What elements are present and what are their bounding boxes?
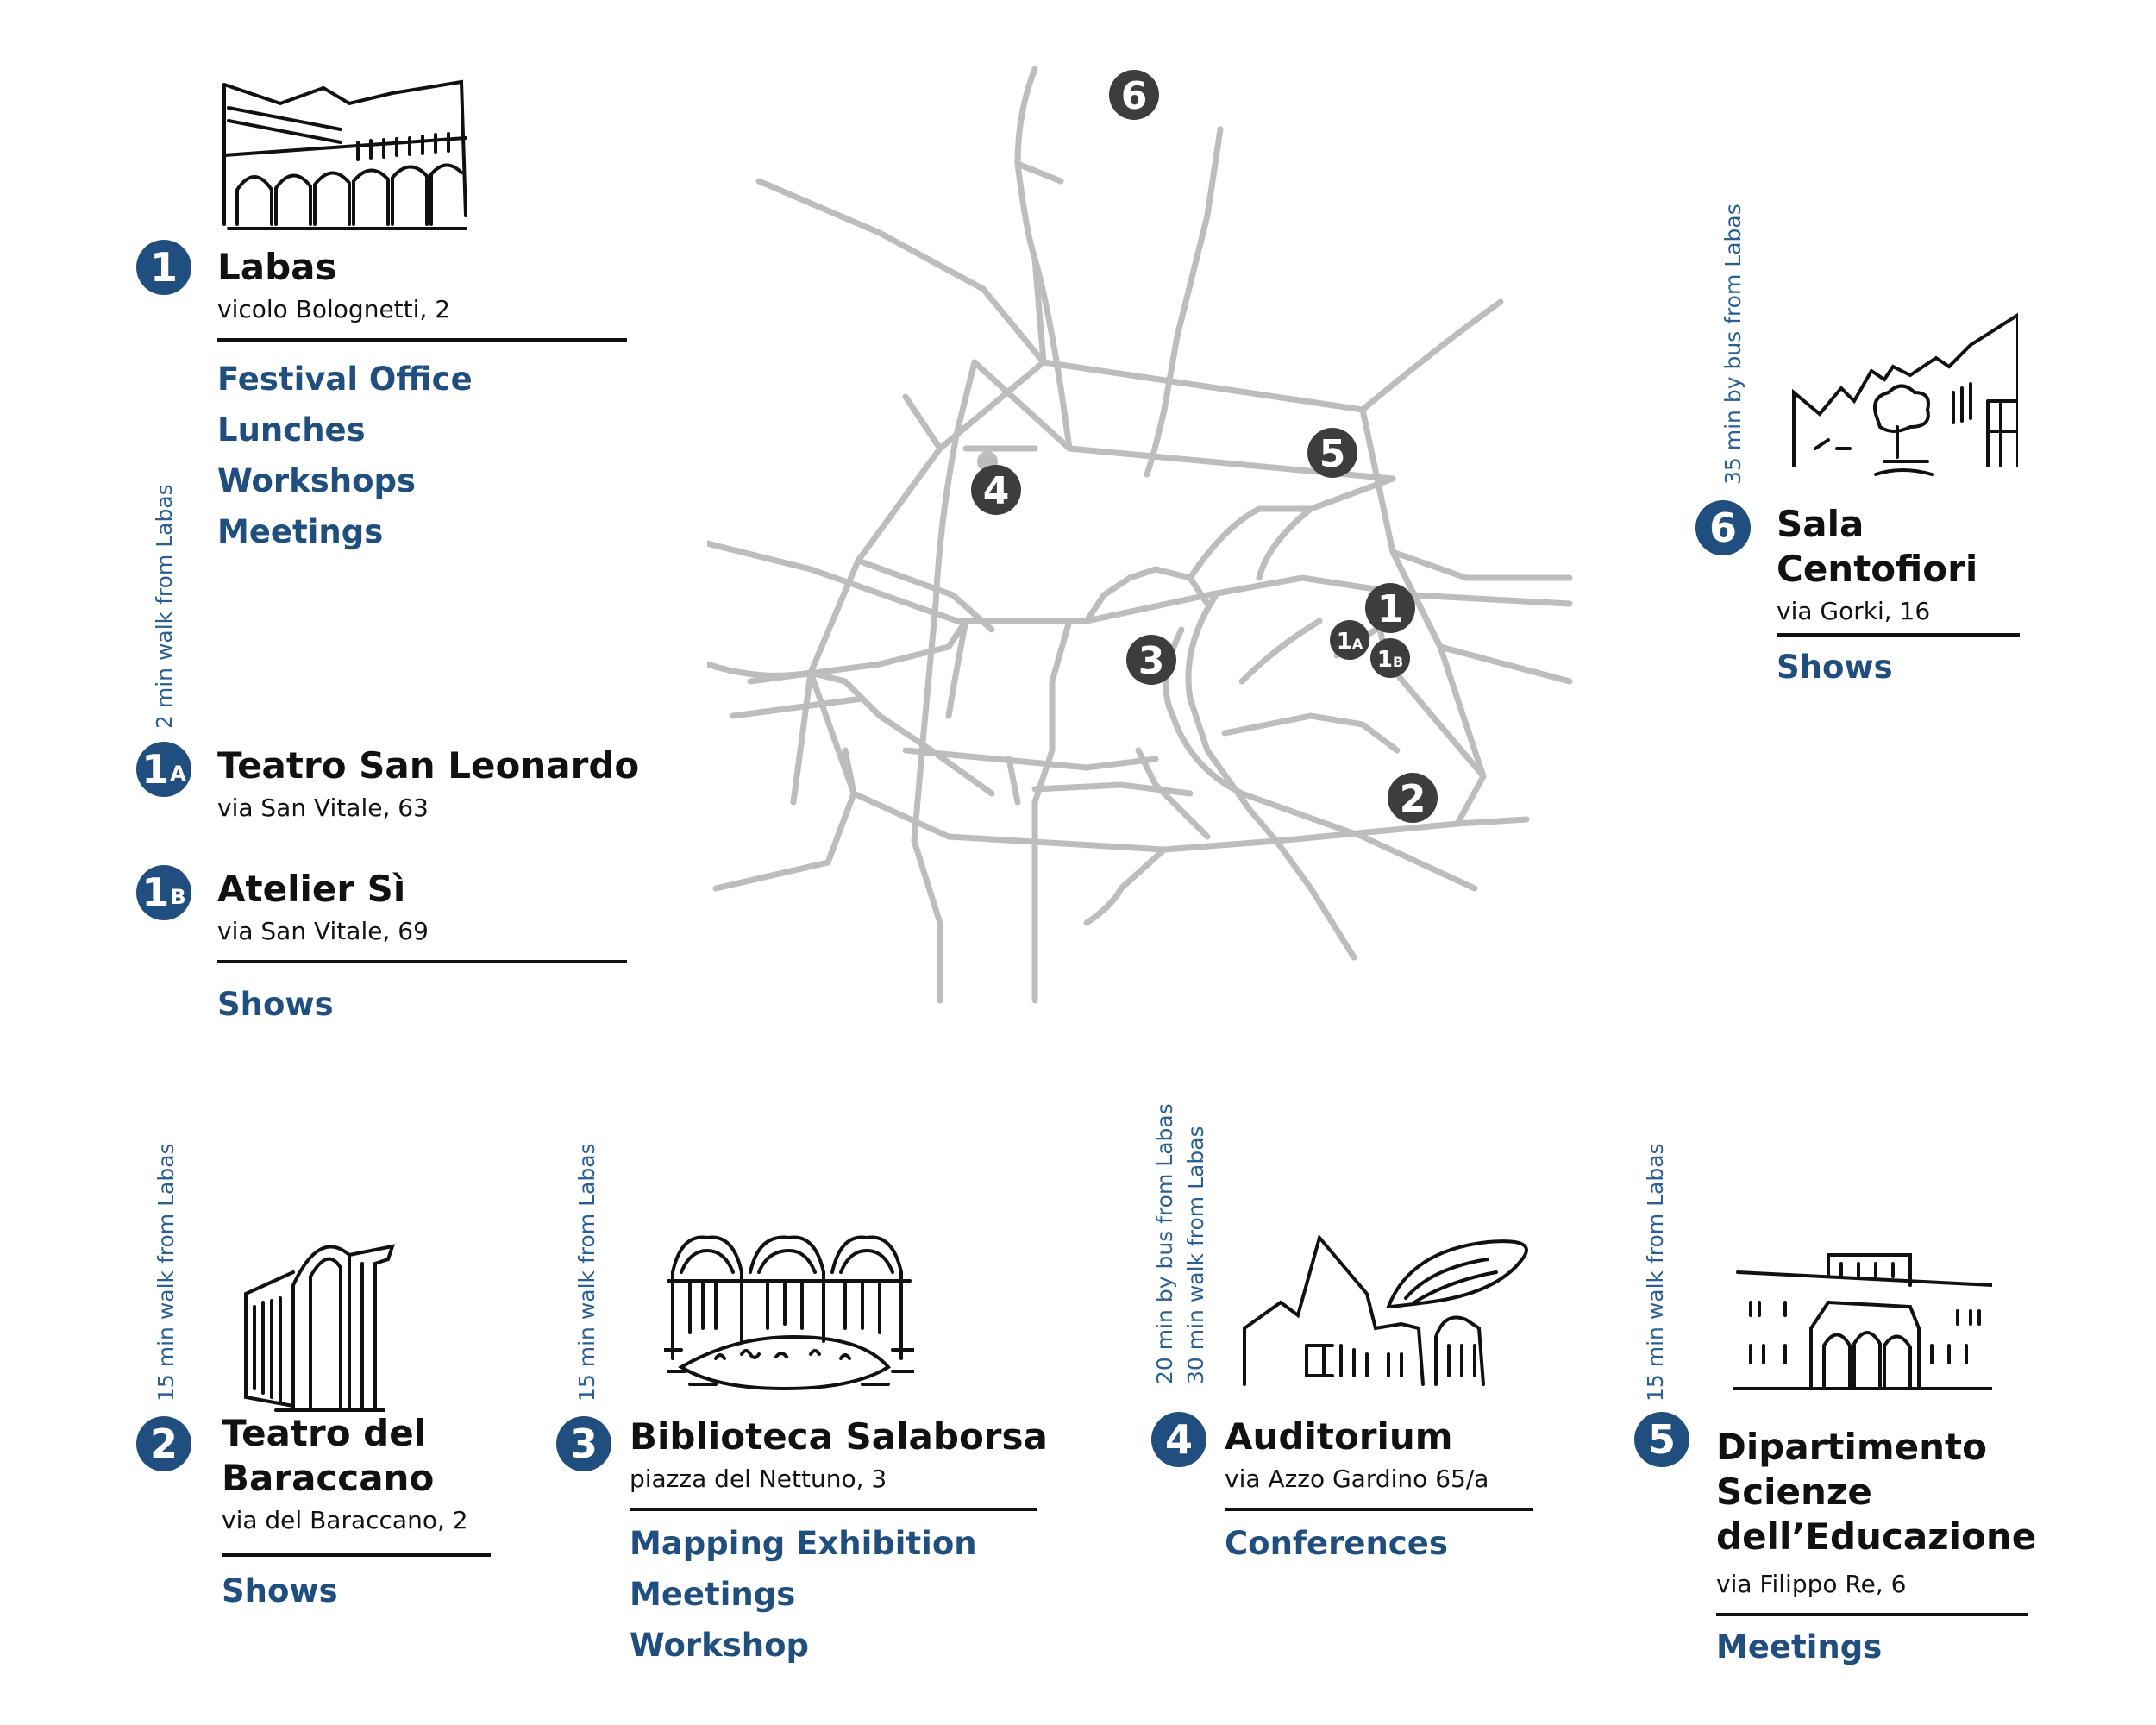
travel-note-2: 15 min walk from Labas [154,1143,179,1402]
map-marker-6 [1109,70,1159,120]
venue-badge-1: 1 [136,240,191,295]
activity-workshops: Workshops [217,462,417,499]
venue-badge-1b: 1 B [136,865,191,920]
divider [1716,1613,2028,1616]
venue-name-dipartimento-scienze: Dipartimento Scienze dell’Educazione [1716,1426,2037,1558]
venue-address-teatro-san-leonardo: via San Vitale, 63 [217,794,429,822]
venue-badge-2: 2 [136,1416,191,1471]
venue-badge-4: 4 [1151,1412,1206,1467]
venue-name-atelier-si: Atelier Sì [217,868,406,910]
divider [630,1508,1037,1511]
venue-address-biblioteca-salaborsa: piazza del Nettuno, 3 [630,1465,887,1493]
activity-workshop: Workshop [630,1627,810,1664]
svg-text:2: 2 [1399,777,1426,821]
map-marker-1a [1330,620,1369,660]
activity-shows: Shows [222,1572,338,1609]
street-network [707,69,1570,1000]
auditorium-icon [1238,1225,1531,1389]
svg-text:1B: 1B [1376,647,1404,673]
map-marker-2 [1388,773,1438,823]
svg-text:1A: 1A [1336,629,1363,655]
venue-name-sala-centofiori: Sala Centofiori [1777,503,1978,590]
travel-note-labas-1a: 2 min walk from Labas [152,484,177,729]
divider [1777,633,2020,637]
divider [1225,1508,1533,1511]
venue-address-sala-centofiori: via Gorki, 16 [1777,597,1931,625]
activity-shows: Shows [1777,649,1893,686]
building-tree-icon [1789,310,2018,483]
palazzo-icon [1733,1251,1992,1393]
activity-meetings: Meetings [1716,1628,1883,1665]
activity-shows: Shows [217,986,334,1023]
venue-address-dipartimento-scienze: via Filippo Re, 6 [1716,1570,1907,1598]
activity-lunches: Lunches [217,411,366,448]
arched-tower-icon [241,1225,397,1414]
city-map [707,60,1639,1018]
svg-text:1: 1 [1376,587,1404,631]
venue-badge-3: 3 [556,1416,611,1471]
svg-text:6: 6 [1120,74,1148,118]
cloister-icon [220,78,470,233]
svg-text:3: 3 [1138,639,1165,683]
divider [222,1553,491,1557]
map-marker-5 [1307,428,1357,478]
map-marker-4 [971,465,1021,515]
activity-meetings: Meetings [217,513,384,550]
map-marker-1 [1365,583,1415,633]
venue-address-atelier-si: via San Vitale, 69 [217,917,429,945]
map-marker-3 [1126,635,1176,685]
divider [217,338,627,342]
travel-note-3: 15 min walk from Labas [574,1143,599,1402]
travel-note-4-walk: 30 min walk from Labas [1183,1126,1208,1384]
divider [217,960,627,963]
activity-festival-office: Festival Office [217,361,473,398]
venue-address-auditorium: via Azzo Gardino 65/a [1225,1465,1489,1493]
venue-name-labas: Labas [217,246,337,288]
svg-text:4: 4 [982,469,1010,513]
venue-name-teatro-san-leonardo: Teatro San Leonardo [217,744,640,787]
activity-meetings: Meetings [630,1576,796,1613]
venue-name-biblioteca-salaborsa: Biblioteca Salaborsa [630,1415,1048,1458]
travel-note-6: 35 min by bus from Labas [1720,204,1745,485]
venue-address-teatro-del-baraccano: via del Baraccano, 2 [222,1506,468,1534]
activity-conferences: Conferences [1225,1525,1448,1562]
venue-address-labas: vicolo Bolognetti, 2 [217,295,451,323]
venue-badge-5: 5 [1634,1412,1689,1467]
svg-text:5: 5 [1319,432,1346,476]
travel-note-4-bus: 20 min by bus from Labas [1152,1103,1177,1384]
travel-note-5: 15 min walk from Labas [1643,1143,1668,1402]
venue-badge-6: 6 [1695,500,1751,555]
map-marker-1b [1370,638,1410,678]
venue-name-teatro-del-baraccano: Teatro del Baraccano [222,1412,435,1499]
activity-mapping-exhibition: Mapping Exhibition [630,1525,977,1562]
venue-name-auditorium: Auditorium [1225,1415,1453,1458]
library-hall-icon [664,1229,914,1393]
venue-badge-1a: 1 A [136,742,191,797]
